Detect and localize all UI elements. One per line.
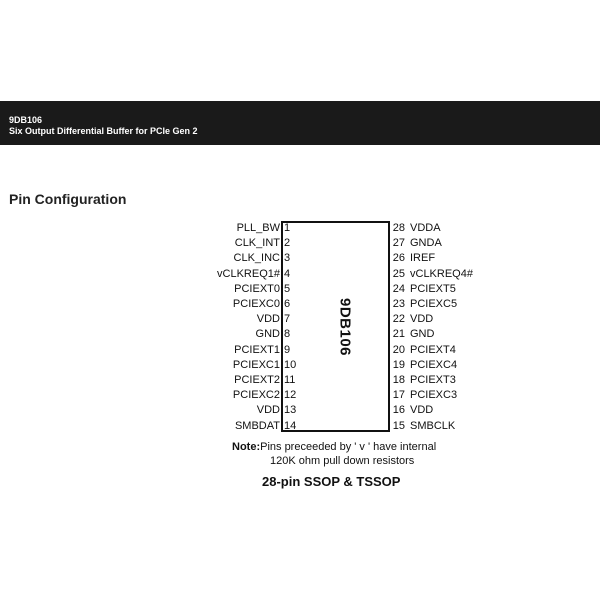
right-pin-name: VDD [410, 404, 434, 417]
left-pin-number: 14 [284, 419, 297, 432]
right-pin-number: 27 [392, 237, 405, 250]
note-line-2: 120K ohm pull down resistors [270, 455, 415, 467]
left-pin-number: 8 [284, 328, 291, 341]
part-description: Six Output Differential Buffer for PCIe Gen 2 [9, 126, 198, 136]
section-title: Pin Configuration [9, 191, 127, 207]
right-pin-name: PCIEXC4 [410, 358, 458, 371]
left-pin-name: VDD [256, 404, 280, 417]
right-pin-name: PCIEXC3 [410, 389, 458, 402]
right-pin-number: 25 [392, 267, 405, 280]
left-pin-number: 12 [284, 389, 297, 402]
left-pin-number: 5 [284, 282, 291, 295]
left-pin-number: 4 [284, 267, 291, 280]
right-pin-number: 28 [392, 222, 405, 234]
left-pin-number: 10 [284, 358, 297, 371]
pin-note [232, 440, 492, 468]
right-pin-number: 15 [392, 419, 405, 432]
left-pin-name: GND [255, 328, 280, 341]
left-pin-name: CLK_INT [234, 237, 280, 250]
right-pin-number: 26 [392, 252, 405, 265]
right-pin-number: 17 [392, 389, 405, 402]
right-pin-number: 18 [392, 374, 405, 386]
left-pin-name: SMBDAT [234, 419, 280, 432]
left-pin-number: 3 [284, 252, 291, 265]
left-pin-number: 2 [284, 237, 291, 250]
right-pin-name: IREF [410, 252, 436, 265]
left-pin-name: PCIEXC0 [232, 298, 280, 310]
part-number: 9DB106 [9, 115, 43, 125]
left-pin-name: CLK_INC [233, 252, 280, 265]
chip-package-outline [281, 221, 390, 432]
right-pin-name: PCIEXT5 [410, 282, 456, 295]
note-label: Note: [232, 441, 261, 453]
right-pin-name: PCIEXC5 [410, 298, 458, 310]
right-pin-number: 21 [392, 328, 405, 341]
left-pin-name: PCIEXC2 [232, 389, 280, 402]
right-pin-number: 20 [392, 343, 405, 356]
right-pin-number: 23 [392, 298, 405, 310]
left-pin-number: 6 [284, 298, 291, 310]
right-pin-name: GNDA [410, 237, 442, 250]
right-pin-name: vCLKREQ4# [410, 267, 473, 280]
right-pin-name: VDDA [410, 222, 441, 234]
chip-label: 9DB106 [336, 297, 354, 357]
note-line-1: Pins preceeded by ' v ' have internal [260, 441, 437, 453]
left-pin-name: PCIEXC1 [232, 358, 280, 371]
left-pin-name: PCIEXT0 [234, 282, 280, 295]
left-pin-number: 7 [284, 313, 291, 326]
right-pin-name: SMBCLK [410, 419, 456, 432]
left-pin-number: 1 [284, 222, 291, 234]
left-pin-name: PLL_BW [236, 222, 280, 234]
right-pin-name: VDD [410, 313, 434, 326]
document-header-bar [0, 101, 600, 145]
right-pin-number: 19 [392, 358, 405, 371]
left-pin-name: vCLKREQ1# [217, 267, 280, 280]
left-pin-name: VDD [256, 313, 280, 326]
left-pin-number: 13 [284, 404, 297, 417]
left-pin-name: PCIEXT1 [234, 343, 280, 356]
left-pin-number: 9 [284, 343, 291, 356]
package-type: 28-pin SSOP & TSSOP [262, 474, 401, 489]
right-pin-name: GND [410, 328, 435, 341]
left-pin-name: PCIEXT2 [234, 374, 280, 386]
right-pin-number: 16 [392, 404, 405, 417]
right-pin-name: PCIEXT3 [410, 374, 456, 386]
right-pin-number: 24 [392, 282, 405, 295]
left-pin-number: 11 [284, 374, 296, 386]
right-pin-name: PCIEXT4 [410, 343, 456, 356]
right-pin-number: 22 [392, 313, 405, 326]
